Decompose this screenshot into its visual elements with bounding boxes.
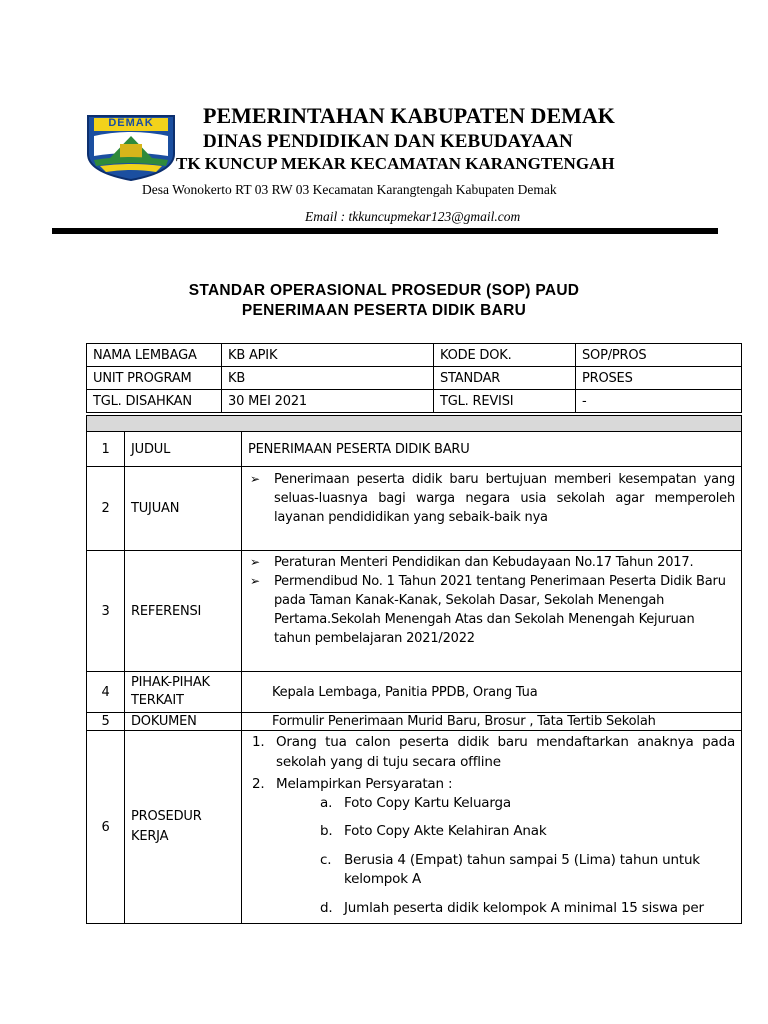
logo-text: DEMAK — [108, 117, 154, 129]
row-label: TUJUAN — [125, 467, 242, 551]
row-content: PENERIMAAN PESERTA DIDIK BARU — [242, 432, 742, 467]
row-label: DOKUMEN — [125, 713, 242, 731]
letterhead-email: Email : tkkuncupmekar123@gmail.com — [305, 209, 521, 224]
table-row — [87, 467, 742, 551]
info-label: TGL. DISAHKAN — [87, 390, 222, 413]
list-item: 2. Melampirkan Persyaratan : — [252, 776, 453, 792]
info-value: SOP/PROS — [576, 344, 742, 367]
info-value: 30 MEI 2021 — [222, 390, 434, 413]
info-label: STANDAR — [434, 367, 576, 390]
table-row — [87, 731, 742, 924]
table-row — [87, 713, 742, 731]
list-item: b. Foto Copy Akte Kelahiran Anak — [320, 823, 547, 839]
info-label: UNIT PROGRAM — [87, 367, 222, 390]
table-row — [87, 432, 742, 467]
list-item: ➢ Penerimaan peserta didik baru bertujuan memberi kesempatan yang seluas-luasnya bagi warga negara usia sekolah agar memperoleh layanan pendididikan yang sebaik-baik nya — [250, 472, 736, 525]
row-number: 2 — [87, 467, 125, 551]
table-row — [87, 390, 742, 413]
info-label: KODE DOK. — [434, 344, 576, 367]
table-row — [87, 672, 742, 713]
row-content: Kepala Lembaga, Panitia PPDB, Orang Tua — [242, 672, 742, 713]
letterhead-department: DINAS PENDIDIKAN DAN KEBUDAYAAN — [203, 131, 573, 152]
row-number: 1 — [87, 432, 125, 467]
info-value: - — [576, 390, 742, 413]
row-content: Formulir Penerimaan Murid Baru, Brosur , Tata Tertib Sekolah — [242, 713, 742, 731]
arrow-bullet-icon: ➢ — [250, 574, 260, 588]
arrow-bullet-icon: ➢ — [250, 472, 260, 486]
arrow-bullet-icon: ➢ — [250, 555, 260, 569]
row-label: JUDUL — [125, 432, 242, 467]
info-value: KB — [222, 367, 434, 390]
letterhead-address: Desa Wonokerto RT 03 RW 03 Kecamatan Karangtengah Kabupaten Demak — [142, 182, 557, 197]
list-item: 1. Orang tua calon peserta didik baru mendaftarkan anaknya pada sekolah yang di tuju secara offline — [252, 734, 736, 770]
document-title-line1: STANDAR OPERASIONAL PROSEDUR (SOP) PAUD — [188, 282, 580, 299]
row-number: 5 — [87, 713, 125, 731]
table-row — [87, 551, 742, 672]
row-number: 3 — [87, 551, 125, 672]
demak-logo — [86, 114, 176, 182]
list-item: ➢ Peraturan Menteri Pendidikan dan Kebudayaan No.17 Tahun 2017. — [250, 555, 694, 570]
letterhead-government: PEMERINTAHAN KABUPATEN DEMAK — [203, 103, 615, 128]
info-value: PROSES — [576, 367, 742, 390]
sop-content-table — [86, 415, 742, 924]
letterhead-divider — [52, 228, 718, 234]
list-item: d. Jumlah peserta didik kelompok A minimal 15 siswa per — [320, 900, 704, 916]
row-label: PIHAK-PIHAK TERKAIT — [125, 672, 242, 713]
table-row — [87, 367, 742, 390]
table-row — [87, 344, 742, 367]
table-separator-row — [87, 416, 742, 432]
list-item: a. Foto Copy Kartu Keluarga — [320, 795, 511, 811]
info-value: KB APIK — [222, 344, 434, 367]
letterhead-school: TK KUNCUP MEKAR KECAMATAN KARANGTENGAH — [176, 154, 615, 173]
info-label: NAMA LEMBAGA — [87, 344, 222, 367]
row-number: 6 — [87, 731, 125, 924]
list-item: ➢ Permendibud No. 1 Tahun 2021 tentang Penerimaan Peserta Didik Baru pada Taman Kanak-Kanak, Sekolah Dasar, Sekolah Menengah Pertama.Sekolah Menengah Atas dan Sekolah Menengah Kejuruan tahun pembelajaran 2021/2022 — [250, 574, 726, 646]
list-item: c. Berusia 4 (Empat) tahun sampai 5 (Lima) tahun untuk kelompok A — [320, 852, 700, 887]
document-info-table — [86, 343, 742, 413]
info-label: TGL. REVISI — [434, 390, 576, 413]
row-label: PROSEDUR KERJA — [125, 731, 242, 924]
document-title-line2: PENERIMAAN PESERTA DIDIK BARU — [241, 302, 527, 319]
row-number: 4 — [87, 672, 125, 713]
row-label: REFERENSI — [125, 551, 242, 672]
